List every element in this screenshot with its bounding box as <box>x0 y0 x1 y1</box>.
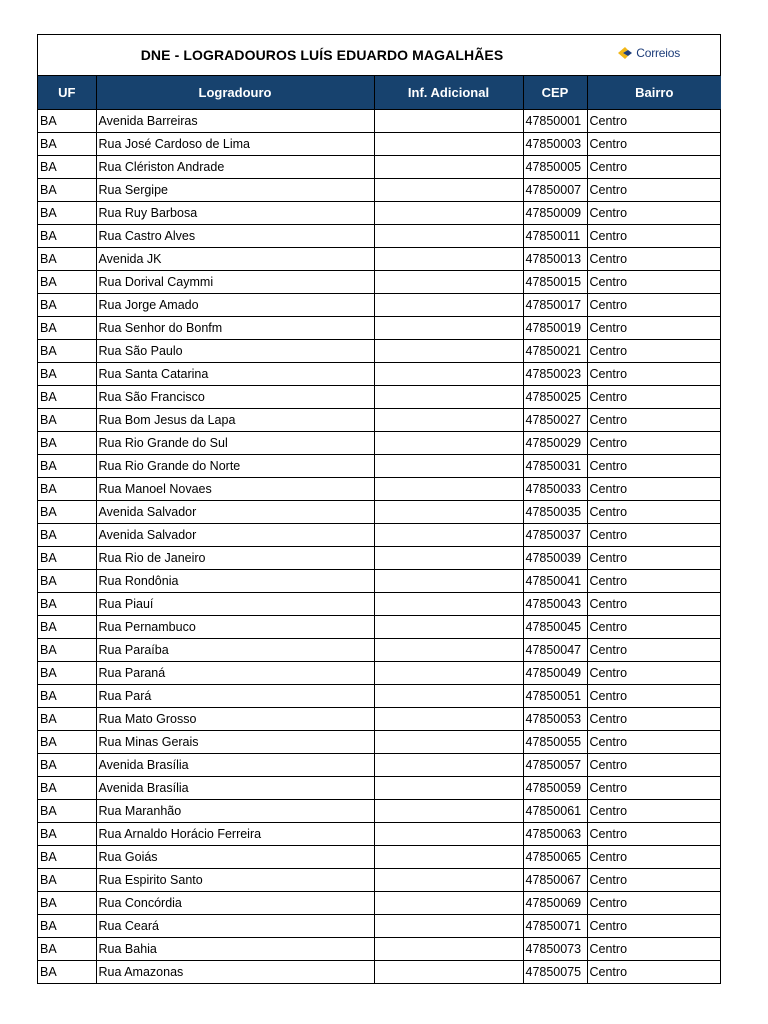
uf-cell: BA <box>38 776 96 799</box>
cep-cell: 47850071 <box>523 914 587 937</box>
bairro-cell: Centro <box>587 615 721 638</box>
uf-cell: BA <box>38 109 96 132</box>
logradouro-cell: Rua Arnaldo Horácio Ferreira <box>96 822 374 845</box>
column-header-bairro: Bairro <box>587 76 721 109</box>
inf-adicional-cell <box>374 799 523 822</box>
bairro-cell: Centro <box>587 454 721 477</box>
bairro-cell: Centro <box>587 132 721 155</box>
uf-cell: BA <box>38 178 96 201</box>
column-header-inf-adicional: Inf. Adicional <box>374 76 523 109</box>
logradouro-cell: Rua São Francisco <box>96 385 374 408</box>
page-title: DNE - LOGRADOUROS LUÍS EDUARDO MAGALHÃES <box>140 47 504 63</box>
bairro-cell: Centro <box>587 178 721 201</box>
logradouro-cell: Rua Rio de Janeiro <box>96 546 374 569</box>
bairro-cell: Centro <box>587 362 721 385</box>
logradouro-cell: Rua Senhor do Bonfm <box>96 316 374 339</box>
logradouro-cell: Rua Ruy Barbosa <box>96 201 374 224</box>
bairro-cell: Centro <box>587 523 721 546</box>
cep-cell: 47850017 <box>523 293 587 316</box>
inf-adicional-cell <box>374 684 523 707</box>
table-row <box>38 224 721 247</box>
uf-cell: BA <box>38 868 96 891</box>
table-row <box>38 592 721 615</box>
cep-cell: 47850043 <box>523 592 587 615</box>
cep-cell: 47850045 <box>523 615 587 638</box>
bairro-cell: Centro <box>587 546 721 569</box>
inf-adicional-cell <box>374 500 523 523</box>
logradouro-cell: Rua Pará <box>96 684 374 707</box>
inf-adicional-cell <box>374 362 523 385</box>
bairro-cell: Centro <box>587 845 721 868</box>
cep-cell: 47850019 <box>523 316 587 339</box>
table-row <box>38 431 721 454</box>
uf-cell: BA <box>38 799 96 822</box>
cep-cell: 47850069 <box>523 891 587 914</box>
inf-adicional-cell <box>374 431 523 454</box>
uf-cell: BA <box>38 523 96 546</box>
uf-cell: BA <box>38 960 96 983</box>
uf-cell: BA <box>38 431 96 454</box>
table-row <box>38 776 721 799</box>
logradouro-cell: Rua Sergipe <box>96 178 374 201</box>
bairro-cell: Centro <box>589 964 628 979</box>
bairro-cell: Centro <box>587 431 721 454</box>
table-row <box>38 293 721 316</box>
bairro-cell: Centro <box>587 891 721 914</box>
uf-cell: BA <box>38 408 96 431</box>
inf-adicional-cell <box>374 293 523 316</box>
table-row <box>38 891 721 914</box>
cep-cell: 47850007 <box>523 178 587 201</box>
cep-cell: 47850033 <box>523 477 587 500</box>
logradouro-cell: Avenida Salvador <box>96 523 374 546</box>
logradouro-cell: Rua Paraná <box>96 661 374 684</box>
inf-adicional-cell <box>374 891 523 914</box>
cep-cell: 47850023 <box>523 362 587 385</box>
logradouro-cell: Rua Rio Grande do Sul <box>96 431 374 454</box>
cep-cell: 47850039 <box>523 546 587 569</box>
table-row <box>38 500 721 523</box>
uf-cell: BA <box>38 937 96 960</box>
inf-adicional-cell <box>374 132 523 155</box>
cep-cell: 47850037 <box>523 523 587 546</box>
inf-adicional-cell <box>374 339 523 362</box>
table-row <box>38 454 721 477</box>
cep-cell: 47850029 <box>523 431 587 454</box>
table-row <box>38 661 721 684</box>
inf-adicional-cell <box>374 937 523 960</box>
logradouro-cell: Rua Maranhão <box>96 799 374 822</box>
uf-cell: BA <box>38 454 96 477</box>
cep-cell: 47850005 <box>523 155 587 178</box>
bairro-cell: Centro <box>587 293 721 316</box>
uf-cell: BA <box>38 661 96 684</box>
cep-cell: 47850041 <box>523 569 587 592</box>
bairro-cell: Centro <box>587 868 721 891</box>
logradouro-cell: Rua Paraíba <box>96 638 374 661</box>
bairro-cell: Centro <box>587 684 721 707</box>
cep-cell: 47850049 <box>523 661 587 684</box>
cep-cell: 47850061 <box>523 799 587 822</box>
uf-cell: BA <box>38 339 96 362</box>
uf-cell: BA <box>38 132 96 155</box>
cep-cell: 47850075 <box>523 960 587 983</box>
cep-cell: 47850003 <box>523 132 587 155</box>
table-row <box>38 937 721 960</box>
bairro-cell: Centro <box>587 569 721 592</box>
table-header-row <box>38 76 721 109</box>
bairro-cell: Centro <box>587 247 721 270</box>
bairro-cell: Centro <box>587 776 721 799</box>
bairro-cell: Centro <box>587 477 721 500</box>
cep-cell: 47850073 <box>523 937 587 960</box>
bairro-cell: Centro <box>587 753 721 776</box>
inf-adicional-cell <box>374 914 523 937</box>
table-row <box>38 316 721 339</box>
logradouro-cell: Rua Bom Jesus da Lapa <box>96 408 374 431</box>
inf-adicional-cell <box>374 569 523 592</box>
bairro-cell: Centro <box>587 500 721 523</box>
cep-cell: 47850063 <box>523 822 587 845</box>
inf-adicional-cell <box>374 546 523 569</box>
inf-adicional-cell <box>374 845 523 868</box>
uf-cell: BA <box>38 247 96 270</box>
logradouro-cell: Rua Pernambuco <box>96 615 374 638</box>
logradouro-cell: Rua Minas Gerais <box>96 730 374 753</box>
table-row <box>38 615 721 638</box>
bairro-cell: Centro <box>587 638 721 661</box>
inf-adicional-cell <box>374 270 523 293</box>
uf-cell: BA <box>38 546 96 569</box>
bairro-cell: Centro <box>587 339 721 362</box>
logradouro-cell: Rua Manoel Novaes <box>96 477 374 500</box>
inf-adicional-cell <box>374 753 523 776</box>
logradouro-cell: Avenida Brasília <box>96 753 374 776</box>
table-row <box>38 960 721 983</box>
logradouro-cell: Rua Goiás <box>96 845 374 868</box>
bairro-cell: Centro <box>587 224 721 247</box>
inf-adicional-cell <box>374 523 523 546</box>
uf-cell: BA <box>38 684 96 707</box>
table-row <box>38 132 721 155</box>
bairro-cell: Centro <box>587 592 721 615</box>
cep-cell: 47850065 <box>523 845 587 868</box>
uf-cell: BA <box>38 500 96 523</box>
logradouro-cell: Rua Rio Grande do Norte <box>96 454 374 477</box>
cep-cell: 47850035 <box>523 500 587 523</box>
inf-adicional-cell <box>374 638 523 661</box>
bairro-cell: Centro <box>587 822 721 845</box>
cep-cell: 47850051 <box>523 684 587 707</box>
column-header-cep: CEP <box>523 76 587 109</box>
bairro-cell: Centro <box>587 201 721 224</box>
bairro-cell: Centro <box>587 707 721 730</box>
uf-cell: BA <box>38 638 96 661</box>
correios-logo <box>616 41 680 65</box>
table-row <box>38 569 721 592</box>
logradouro-cell: Rua Dorival Caymmi <box>96 270 374 293</box>
uf-cell: BA <box>38 707 96 730</box>
inf-adicional-cell <box>374 178 523 201</box>
bairro-cell: Centro <box>587 109 721 132</box>
bairro-cell: Centro <box>587 408 721 431</box>
uf-cell: BA <box>38 822 96 845</box>
bairro-cell: Centro <box>587 155 721 178</box>
column-header-logradouro: Logradouro <box>96 76 374 109</box>
inf-adicional-cell <box>374 868 523 891</box>
logo-text: Correios <box>636 46 680 60</box>
uf-cell: BA <box>38 753 96 776</box>
table-row <box>38 799 721 822</box>
cep-cell: 47850013 <box>523 247 587 270</box>
uf-cell: BA <box>38 569 96 592</box>
uf-cell: BA <box>38 270 96 293</box>
inf-adicional-cell <box>374 960 523 983</box>
inf-adicional-cell <box>374 615 523 638</box>
table-row <box>38 753 721 776</box>
logradouro-cell: Rua Clériston Andrade <box>96 155 374 178</box>
column-header-uf: UF <box>38 76 96 109</box>
table-row <box>38 914 721 937</box>
uf-cell: BA <box>38 615 96 638</box>
table-row <box>38 109 721 132</box>
table-row <box>38 408 721 431</box>
uf-cell: BA <box>38 155 96 178</box>
cep-cell: 47850031 <box>523 454 587 477</box>
logradouro-cell: Rua Santa Catarina <box>96 362 374 385</box>
bairro-cell: Centro <box>587 799 721 822</box>
table-row <box>38 178 721 201</box>
logradouro-cell: Rua Piauí <box>96 592 374 615</box>
inf-adicional-cell <box>374 247 523 270</box>
table-body <box>38 109 721 983</box>
logradouro-cell: Rua Castro Alves <box>96 224 374 247</box>
title-row <box>38 35 720 76</box>
table-row <box>38 270 721 293</box>
bairro-cell: Centro <box>587 270 721 293</box>
uf-cell: BA <box>38 362 96 385</box>
cep-cell: 47850015 <box>523 270 587 293</box>
logradouro-cell: Rua José Cardoso de Lima <box>96 132 374 155</box>
inf-adicional-cell <box>374 477 523 500</box>
bairro-cell: Centro <box>587 661 721 684</box>
uf-cell: BA <box>38 293 96 316</box>
table-row <box>38 201 721 224</box>
inf-adicional-cell <box>374 730 523 753</box>
inf-adicional-cell <box>374 201 523 224</box>
inf-adicional-cell <box>374 316 523 339</box>
logradouro-cell: Rua Jorge Amado <box>96 293 374 316</box>
logradouro-cell: Avenida Salvador <box>96 500 374 523</box>
table-row <box>38 155 721 178</box>
uf-cell: BA <box>38 914 96 937</box>
uf-cell: BA <box>38 592 96 615</box>
table-row <box>38 546 721 569</box>
uf-cell: BA <box>38 845 96 868</box>
logradouro-cell: Rua Concórdia <box>96 891 374 914</box>
bairro-cell: Centro <box>587 937 721 960</box>
logradouro-cell: Avenida Barreiras <box>96 109 374 132</box>
inf-adicional-cell <box>374 776 523 799</box>
logradouro-cell: Rua Ceará <box>96 914 374 937</box>
logradouro-cell: Rua Bahia <box>96 937 374 960</box>
inf-adicional-cell <box>374 155 523 178</box>
uf-cell: BA <box>38 730 96 753</box>
cep-cell: 47850057 <box>523 753 587 776</box>
inf-adicional-cell <box>374 661 523 684</box>
table-row <box>38 684 721 707</box>
table-row <box>38 638 721 661</box>
table-row <box>38 822 721 845</box>
cep-cell: 47850009 <box>523 201 587 224</box>
table-row <box>38 339 721 362</box>
inf-adicional-cell <box>374 109 523 132</box>
table-row <box>38 868 721 891</box>
uf-cell: BA <box>38 316 96 339</box>
cep-cell: 47850055 <box>523 730 587 753</box>
cep-cell: 47850001 <box>523 109 587 132</box>
table-row <box>38 247 721 270</box>
uf-cell: BA <box>38 891 96 914</box>
table-row <box>38 707 721 730</box>
cep-cell: 47850011 <box>523 224 587 247</box>
uf-cell: BA <box>38 201 96 224</box>
logradouro-cell: Avenida JK <box>96 247 374 270</box>
table-row <box>38 385 721 408</box>
inf-adicional-cell <box>374 592 523 615</box>
logradouros-table <box>38 76 721 983</box>
cep-cell: 47850067 <box>523 868 587 891</box>
inf-adicional-cell <box>374 707 523 730</box>
logradouro-cell: Rua São Paulo <box>96 339 374 362</box>
table-row <box>38 362 721 385</box>
uf-cell: BA <box>38 385 96 408</box>
cep-cell: 47850025 <box>523 385 587 408</box>
logradouro-cell: Rua Rondônia <box>96 569 374 592</box>
uf-cell: BA <box>38 224 96 247</box>
correios-logo-icon <box>616 44 634 62</box>
inf-adicional-cell <box>374 454 523 477</box>
cep-cell: 47850053 <box>523 707 587 730</box>
bairro-cell: Centro <box>587 385 721 408</box>
inf-adicional-cell <box>374 822 523 845</box>
table-row <box>38 477 721 500</box>
logradouros-sheet <box>37 34 721 984</box>
logradouro-cell: Rua Mato Grosso <box>96 707 374 730</box>
bairro-cell: Centro <box>587 730 721 753</box>
cep-cell: 47850021 <box>523 339 587 362</box>
inf-adicional-cell <box>374 224 523 247</box>
inf-adicional-cell <box>374 408 523 431</box>
logradouro-cell: Rua Espirito Santo <box>96 868 374 891</box>
logradouro-cell: Avenida Brasília <box>96 776 374 799</box>
cep-cell: 47850027 <box>523 408 587 431</box>
table-row <box>38 730 721 753</box>
bairro-cell: Centro <box>587 914 721 937</box>
logradouro-cell: Rua Amazonas <box>96 960 374 983</box>
inf-adicional-cell <box>374 385 523 408</box>
table-row <box>38 523 721 546</box>
cep-cell: 47850059 <box>523 776 587 799</box>
table-row <box>38 845 721 868</box>
bairro-cell: Centro <box>587 316 721 339</box>
cep-cell: 47850047 <box>523 638 587 661</box>
uf-cell: BA <box>38 477 96 500</box>
